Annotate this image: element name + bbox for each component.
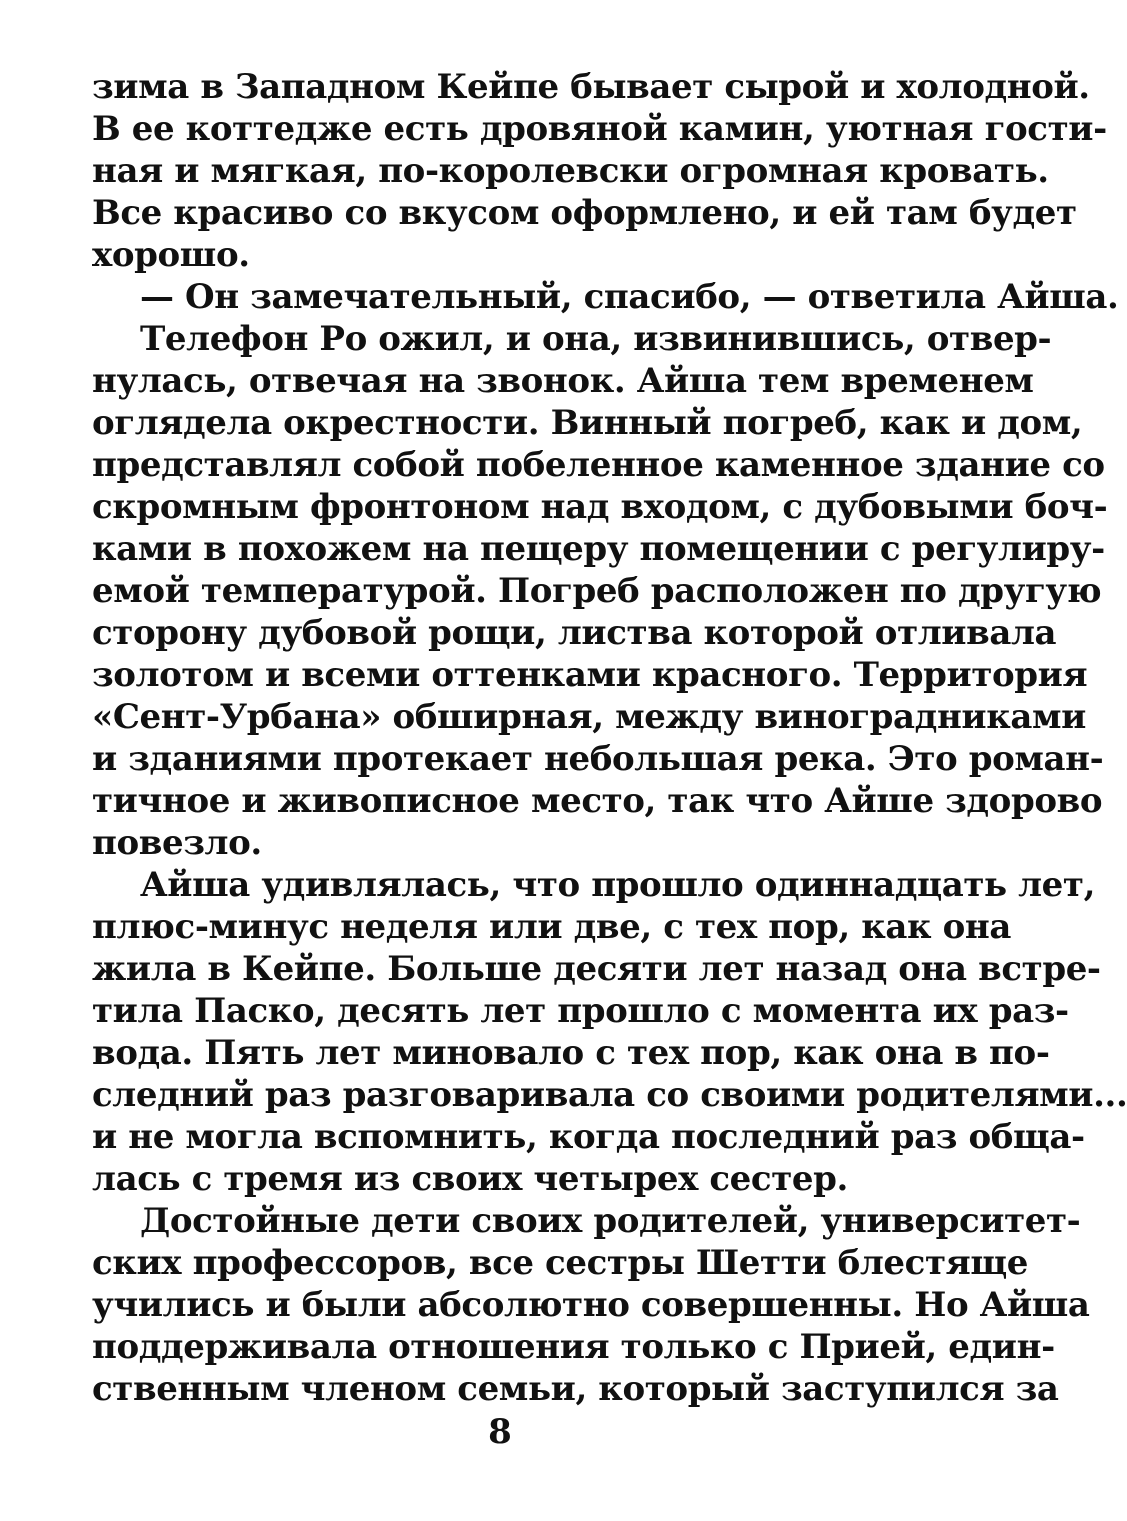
paragraph-3 bbox=[92, 318, 1108, 864]
text-line: зима в Западном Кейпе бывает сырой и холодной. bbox=[92, 67, 1090, 107]
text-line: — Он замечательный, спасибо, — ответила Айша. bbox=[140, 277, 1119, 317]
text-line: емой температурой. Погреб расположен по другую bbox=[92, 571, 1102, 611]
text-line: ских профессоров, все сестры Шетти блестяще bbox=[92, 1243, 1028, 1283]
paragraph-1 bbox=[92, 66, 1107, 276]
page-number: 8 bbox=[488, 1412, 512, 1452]
page-body bbox=[92, 66, 1127, 1410]
text-line: сторону дубовой рощи, листва которой отливала bbox=[92, 613, 1057, 653]
text-line: тичное и живописное место, так что Айше здорово bbox=[92, 781, 1103, 821]
text-line: представлял собой побеленное каменное здание со bbox=[92, 445, 1105, 485]
text-line: нулась, отвечая на звонок. Айша тем временем bbox=[92, 361, 1034, 401]
paragraph-4 bbox=[92, 864, 1127, 1200]
text-line: повезло. bbox=[92, 823, 262, 863]
text-line: В ее коттедже есть дровяной камин, уютная гости- bbox=[92, 109, 1107, 149]
text-line: ственным членом семьи, который заступился за bbox=[92, 1369, 1059, 1409]
text-line: лась с тремя из своих четырех сестер. bbox=[92, 1159, 848, 1199]
text-line: скромным фронтоном над входом, с дубовыми боч- bbox=[92, 487, 1108, 527]
text-line: Телефон Ро ожил, и она, извинившись, отвер- bbox=[140, 319, 1052, 359]
text-line: и зданиями протекает небольшая река. Это роман- bbox=[92, 739, 1104, 779]
paragraph-5 bbox=[92, 1200, 1090, 1410]
text-line: следний раз разговаривала со своими родителями... bbox=[92, 1075, 1127, 1115]
text-line: и не могла вспомнить, когда последний раз обща- bbox=[92, 1117, 1085, 1157]
text-line: вода. Пять лет миновало с тех пор, как она в по- bbox=[92, 1033, 1050, 1073]
text-line: ками в похожем на пещеру помещении с регулиру- bbox=[92, 529, 1105, 569]
text-line: «Сент-Урбана» обширная, между виноградниками bbox=[92, 697, 1086, 737]
text-line: оглядела окрестности. Винный погреб, как и дом, bbox=[92, 403, 1083, 443]
text-line: тила Паско, десять лет прошло с момента их раз- bbox=[92, 991, 1069, 1031]
text-line: хорошо. bbox=[92, 235, 250, 275]
text-line: Айша удивлялась, что прошло одиннадцать лет, bbox=[140, 865, 1096, 905]
text-line: Достойные дети своих родителей, университет- bbox=[140, 1201, 1081, 1241]
text-line: Все красиво со вкусом оформлено, и ей там будет bbox=[92, 193, 1077, 233]
text-line: плюс-минус неделя или две, с тех пор, как она bbox=[92, 907, 1011, 947]
text-line: учились и были абсолютно совершенны. Но Айша bbox=[92, 1285, 1090, 1325]
text-line: жила в Кейпе. Больше десяти лет назад она встре- bbox=[92, 949, 1101, 989]
text-line: ная и мягкая, по-королевски огромная кровать. bbox=[92, 151, 1049, 191]
text-line: золотом и всеми оттенками красного. Территория bbox=[92, 655, 1088, 695]
paragraph-2 bbox=[92, 276, 1119, 318]
text-line: поддерживала отношения только с Прией, един- bbox=[92, 1327, 1055, 1367]
